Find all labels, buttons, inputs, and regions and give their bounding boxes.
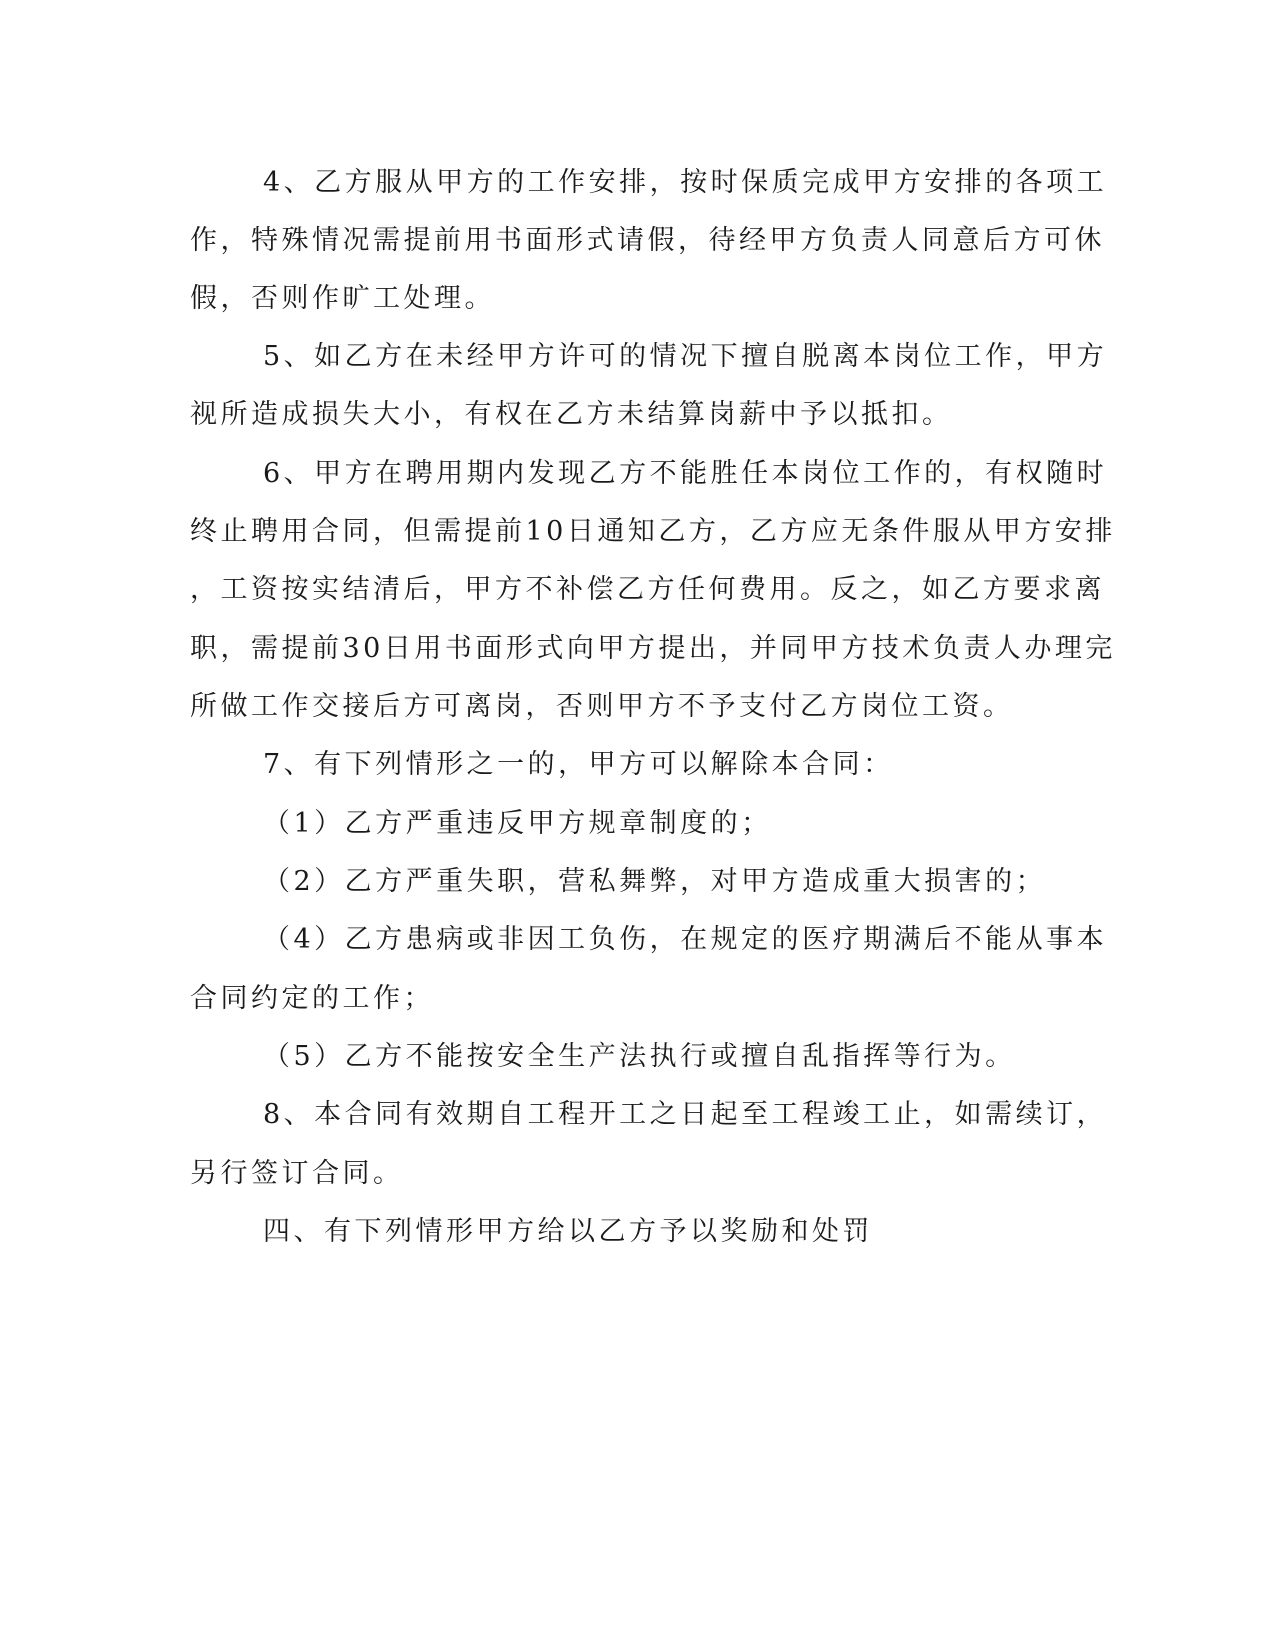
- clause-6-line-5: 所做工作交接后方可离岗，否则甲方不予支付乙方岗位工资。: [190, 691, 1014, 722]
- clause-7-item-4-line-2: 合同约定的工作；: [190, 983, 434, 1014]
- clause-6-line-2: 终止聘用合同，但需提前10日通知乙方，乙方应无条件服从甲方安排: [190, 516, 1116, 547]
- clause-5-line-1: 5、如乙方在未经甲方许可的情况下擅自脱离本岗位工作，甲方: [263, 341, 1108, 372]
- clause-8-line-1: 8、本合同有效期自工程开工之日起至工程竣工止，如需续订，: [263, 1099, 1108, 1130]
- clause-7-item-5: （5）乙方不能按安全生产法执行或擅自乱指挥等行为。: [263, 1041, 1016, 1072]
- clause-7-item-1: （1）乙方严重违反甲方规章制度的；: [263, 808, 772, 839]
- section-4-heading: 四、有下列情形甲方给以乙方予以奖励和处罚: [263, 1216, 873, 1247]
- clause-6-line-3: ，工资按实结清后，甲方不补偿乙方任何费用。反之，如乙方要求离: [190, 574, 1105, 605]
- clause-4-line-1: 4、乙方服从甲方的工作安排，按时保质完成甲方安排的各项工: [263, 167, 1108, 198]
- clause-7-item-2: （2）乙方严重失职，营私舞弊，对甲方造成重大损害的；: [263, 866, 1047, 897]
- clause-4-line-3: 假，否则作旷工处理。: [190, 283, 495, 314]
- clause-7-line-1: 7、有下列情形之一的，甲方可以解除本合同：: [263, 749, 894, 780]
- clause-7-item-4-line-1: （4）乙方患病或非因工负伤，在规定的医疗期满后不能从事本: [263, 924, 1108, 955]
- clause-6-line-1: 6、甲方在聘用期内发现乙方不能胜任本岗位工作的，有权随时: [263, 458, 1108, 489]
- clause-4-line-2: 作，特殊情况需提前用书面形式请假，待经甲方负责人同意后方可休: [190, 225, 1105, 256]
- clause-8-line-2: 另行签订合同。: [190, 1158, 404, 1189]
- clause-5-line-2: 视所造成损失大小，有权在乙方未结算岗薪中予以抵扣。: [190, 399, 953, 430]
- clause-6-line-4: 职，需提前30日用书面形式向甲方提出，并同甲方技术负责人办理完: [190, 633, 1116, 664]
